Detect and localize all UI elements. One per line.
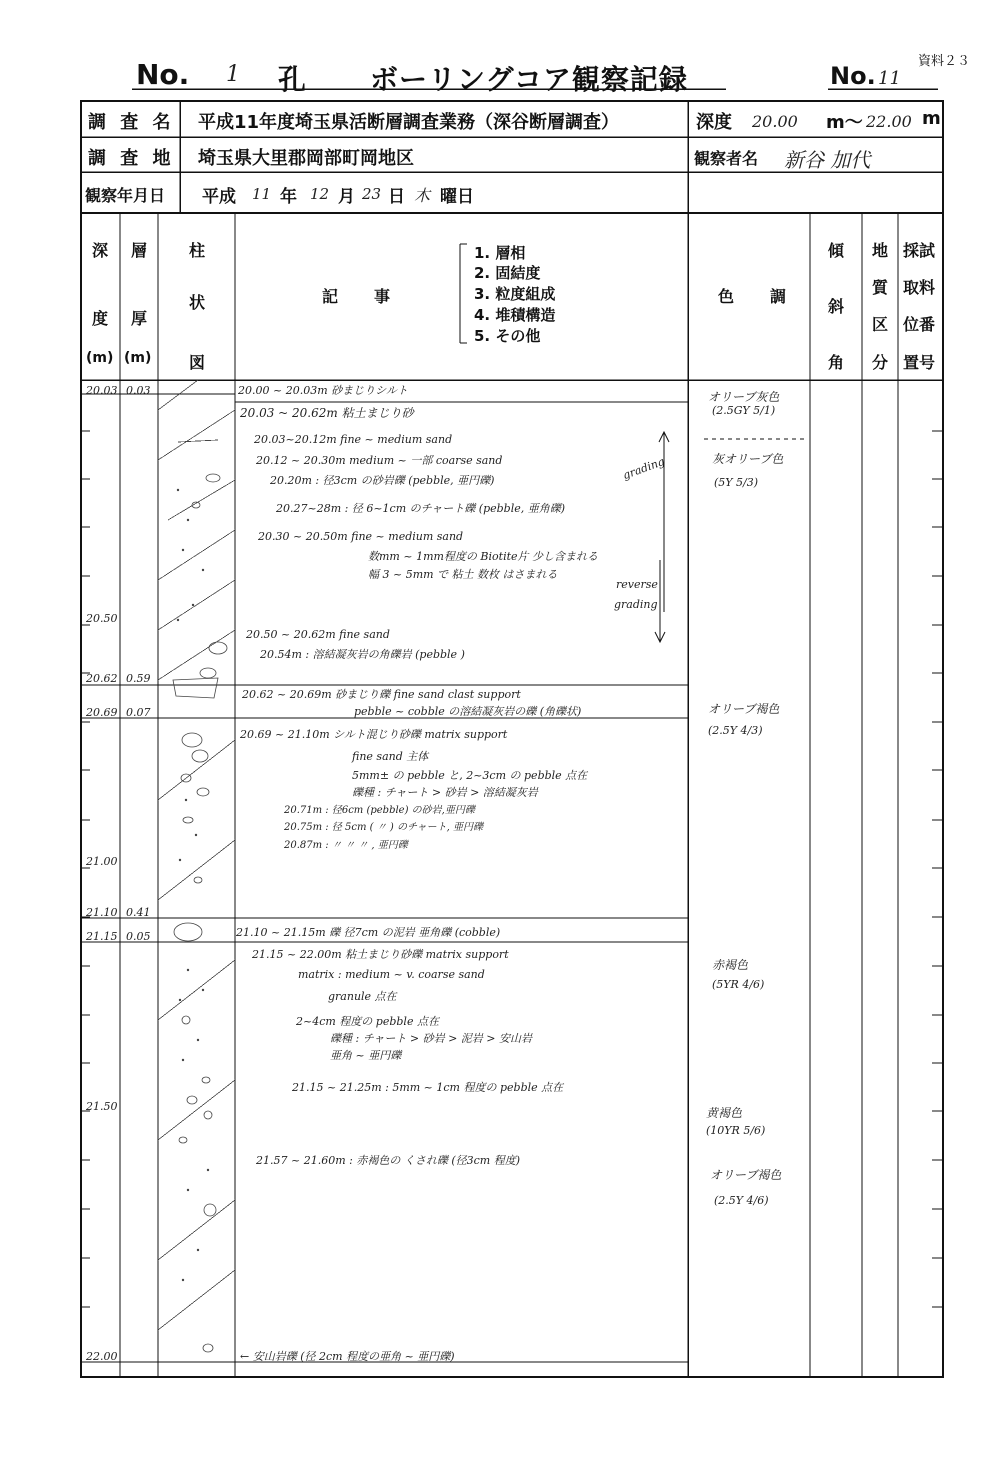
color-munsell: (2.5Y 4/6) bbox=[714, 1194, 769, 1207]
note-line: 21.15 ~ 21.25m : 5mm ~ 1cm 程度の pebble 点在 bbox=[292, 1081, 564, 1094]
depth-from: 20.00 bbox=[752, 112, 798, 131]
note-line: 20.30 ~ 20.50m fine ~ medium sand bbox=[258, 530, 464, 543]
note-line: 21.10 ~ 21.15m 礫 径7cm の泥岩 亜角礫 (cobble) bbox=[236, 926, 501, 939]
note-line: 幅 3 ~ 5mm で 粘土 数枚 はさまれる bbox=[368, 568, 558, 581]
hole-label: 孔 bbox=[278, 63, 307, 96]
note-line: matrix : medium ~ v. coarse sand bbox=[298, 968, 485, 981]
col-geo-4: 分 bbox=[872, 353, 889, 372]
date-day-unit: 日 bbox=[388, 187, 405, 207]
color-munsell: (5YR 4/6) bbox=[712, 978, 765, 991]
note-line: 数mm ~ 1mm程度の Biotite片 少し含まれる bbox=[368, 550, 599, 563]
notes-item-5: 5. その他 bbox=[474, 327, 541, 345]
note-line: 2~4cm 程度の pebble 点在 bbox=[296, 1015, 439, 1028]
color-tone: 黄褐色 bbox=[706, 1106, 743, 1120]
color-tone: 灰オリーブ色 bbox=[712, 452, 784, 466]
thickness-mark: 0.07 bbox=[126, 706, 151, 719]
note-line: 20.03~20.12m fine ~ medium sand bbox=[254, 433, 453, 446]
depth-mark: 22.00 bbox=[86, 1350, 118, 1363]
note-line: 20.71m : 径6cm (pebble) の砂岩,亜円礫 bbox=[284, 805, 475, 816]
survey-name: 平成11年度埼玉県活断層調査業務（深谷断層調査） bbox=[198, 112, 620, 133]
col-color-1: 色 bbox=[718, 287, 735, 306]
date-weekday-unit: 曜日 bbox=[440, 187, 474, 207]
note-line: granule 点在 bbox=[328, 990, 397, 1003]
col-geo-3: 区 bbox=[872, 315, 889, 334]
depth-mark: 20.03 bbox=[86, 384, 118, 397]
note-line: 亜角 ~ 亜円礫 bbox=[330, 1049, 402, 1062]
note-line: 21.57 ~ 21.60m : 赤褐色の くされ礫 (径3cm 程度) bbox=[256, 1154, 520, 1167]
depth-to: 22.00 bbox=[866, 112, 912, 131]
col-sample-1: 採試 bbox=[903, 241, 936, 260]
note-line: 20.03 ~ 20.62m 粘土まじり砂 bbox=[240, 406, 414, 420]
sheet-no-prefix: No. bbox=[830, 62, 876, 90]
date-year: 11 bbox=[252, 185, 272, 203]
date-day: 23 bbox=[362, 185, 382, 203]
note-line: ← 安山岩礫 (径 2cm 程度の亜角 ~ 亜円礫) bbox=[240, 1350, 455, 1363]
col-dip-2: 斜 bbox=[828, 297, 845, 316]
col-notes-1: 記 bbox=[322, 287, 339, 306]
col-color-2: 調 bbox=[770, 287, 787, 306]
col-notes-2: 事 bbox=[374, 287, 391, 306]
observer-label: 観察者名 bbox=[694, 149, 759, 168]
date-weekday: 木 bbox=[414, 186, 431, 205]
color-tone: オリーブ褐色 bbox=[710, 1168, 782, 1182]
document-reference: 資料２３ bbox=[918, 54, 971, 69]
depth-unit: m bbox=[922, 108, 941, 129]
col-log-1: 柱 bbox=[189, 241, 206, 260]
note-line: 20.27~28m : 径 6~1cm のチャート礫 (pebble, 亜角礫) bbox=[276, 502, 566, 515]
color-tone: オリーブ灰色 bbox=[708, 390, 780, 404]
col-log-3: 図 bbox=[189, 353, 206, 372]
color-munsell: (2.5Y 4/3) bbox=[708, 724, 763, 737]
date-label: 観察年月日 bbox=[85, 186, 166, 205]
site-name: 埼玉県大里郡岡部町岡地区 bbox=[198, 148, 414, 169]
date-month: 12 bbox=[310, 185, 330, 203]
notes-item-2: 2. 固結度 bbox=[474, 264, 541, 282]
col-depth-2: 度 bbox=[92, 309, 109, 328]
hole-no-prefix: No. bbox=[136, 58, 190, 91]
note-line: 21.15 ~ 22.00m 粘土まじり砂礫 matrix support bbox=[252, 948, 509, 961]
note-line: 20.00 ~ 20.03m 砂まじりシルト bbox=[238, 384, 408, 397]
note-line: 5mm± の pebble と, 2~3cm の pebble 点在 bbox=[352, 769, 588, 782]
col-thickness-3: (m) bbox=[124, 350, 152, 366]
note-line: 20.20m : 径3cm の砂岩礫 (pebble, 亜円礫) bbox=[270, 474, 495, 487]
thickness-mark: 0.41 bbox=[126, 906, 151, 919]
color-munsell: (2.5GY 5/1) bbox=[712, 404, 776, 417]
depth-mark: 21.00 bbox=[86, 855, 118, 868]
depth-mark: 21.10 bbox=[86, 906, 118, 919]
col-depth-1: 深 bbox=[92, 241, 109, 260]
col-sample-4: 置号 bbox=[903, 353, 936, 372]
depth-mark: 21.50 bbox=[86, 1100, 118, 1113]
notes-item-3: 3. 粒度組成 bbox=[474, 285, 556, 303]
notes-item-4: 4. 堆積構造 bbox=[474, 306, 556, 324]
note-line: 20.87m : 〃 〃 〃 , 亜円礫 bbox=[284, 840, 408, 851]
col-sample-2: 取料 bbox=[903, 278, 936, 297]
sheet-number: 11 bbox=[878, 68, 901, 89]
site-label: 調 査 地 bbox=[88, 148, 175, 169]
col-thickness-2: 厚 bbox=[131, 309, 148, 328]
depth-mark: 20.62 bbox=[86, 672, 118, 685]
note-line: 20.54m : 溶結凝灰岩の角礫岩 (pebble ) bbox=[260, 648, 465, 661]
survey-name-label: 調 査 名 bbox=[88, 112, 175, 133]
color-munsell: (5Y 5/3) bbox=[714, 476, 759, 489]
grading-label: grading bbox=[621, 454, 667, 483]
depth-mark: 21.15 bbox=[86, 930, 118, 943]
depth-mark: 20.69 bbox=[86, 706, 118, 719]
note-line: 20.75m : 径 5cm ( 〃 ) のチャート, 亜円礫 bbox=[284, 822, 484, 833]
note-line: fine sand 主体 bbox=[352, 750, 429, 763]
depth-label: 深度 bbox=[696, 112, 732, 133]
col-geo-1: 地 bbox=[872, 241, 889, 260]
color-tone: 赤褐色 bbox=[712, 958, 749, 972]
date-year-unit: 年 bbox=[280, 187, 297, 207]
col-thickness-1: 層 bbox=[131, 241, 148, 260]
col-geo-2: 質 bbox=[872, 278, 889, 297]
note-line: 20.50 ~ 20.62m fine sand bbox=[246, 628, 390, 641]
color-tone: オリーブ褐色 bbox=[708, 702, 780, 716]
hole-number: 1 bbox=[226, 62, 240, 87]
reverse-grading-label-1: reverse bbox=[616, 578, 658, 591]
col-depth-3: (m) bbox=[86, 350, 114, 366]
depth-separator: m〜 bbox=[826, 112, 863, 133]
note-line: 礫種 : チャート > 砂岩 > 泥岩 > 安山岩 bbox=[330, 1032, 532, 1045]
note-line: 20.12 ~ 20.30m medium ~ 一部 coarse sand bbox=[256, 454, 503, 467]
note-line: pebble ~ cobble の溶結凝灰岩の礫 (角礫状) bbox=[354, 705, 582, 718]
thickness-mark: 0.03 bbox=[126, 384, 151, 397]
date-month-unit: 月 bbox=[338, 187, 355, 207]
depth-mark: 20.50 bbox=[86, 612, 118, 625]
col-log-2: 状 bbox=[189, 293, 206, 312]
columnar-section-drawing bbox=[158, 380, 235, 1362]
date-era: 平成 bbox=[202, 187, 236, 207]
col-dip-1: 傾 bbox=[828, 241, 845, 260]
observer-name: 新谷 加代 bbox=[784, 148, 871, 172]
notes-item-1: 1. 層相 bbox=[474, 244, 526, 262]
thickness-mark: 0.59 bbox=[126, 672, 151, 685]
color-munsell: (10YR 5/6) bbox=[706, 1124, 766, 1137]
note-line: 20.69 ~ 21.10m シルト混じり砂礫 matrix support bbox=[240, 728, 508, 741]
col-dip-3: 角 bbox=[828, 353, 845, 372]
note-line: 20.62 ~ 20.69m 砂まじり礫 fine sand clast support bbox=[242, 688, 521, 701]
reverse-grading-label-2: grading bbox=[614, 598, 658, 611]
thickness-mark: 0.05 bbox=[126, 930, 151, 943]
page-title: ボーリングコア観察記録 bbox=[370, 63, 688, 96]
col-sample-3: 位番 bbox=[903, 315, 936, 334]
note-line: 礫種 : チャート > 砂岩 > 溶結凝灰岩 bbox=[352, 786, 538, 799]
